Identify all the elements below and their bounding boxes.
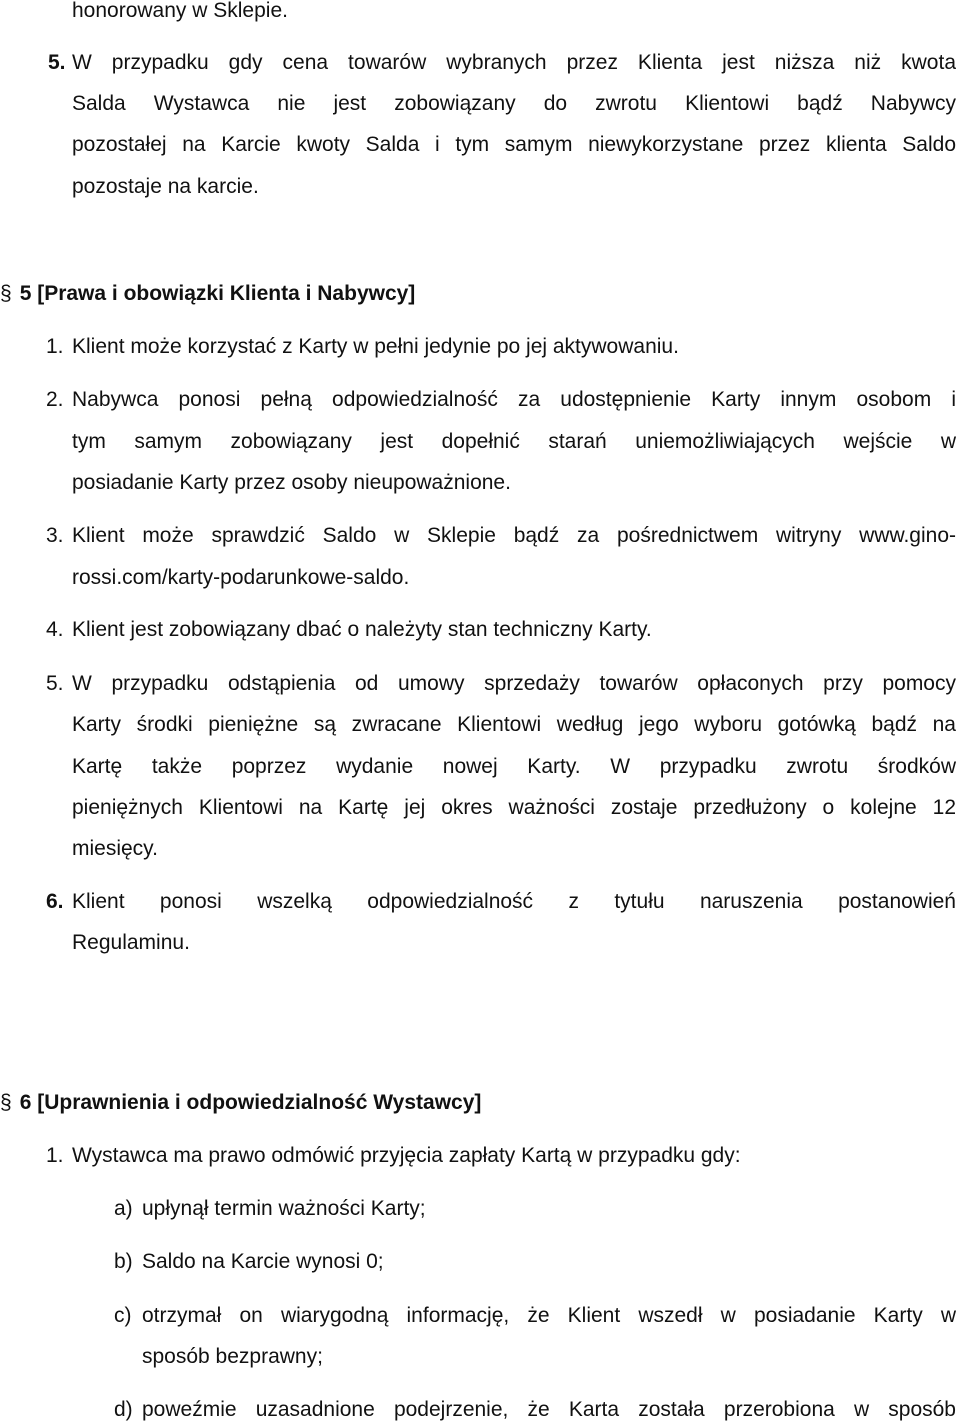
list-item-line: Klient ponosi wszelką odpowiedzialność z tytułu naruszenia postanowień [72, 890, 956, 913]
list-item-line: W przypadku odstąpienia od umowy sprzedaży towarów opłaconych przy pomocy [72, 672, 956, 695]
sub-list-item-line: otrzymał on wiarygodną informację, że Klient wszedł w posiadanie Karty w [142, 1304, 956, 1327]
list-number: 3. [46, 524, 64, 547]
list-number: 1. [46, 335, 64, 358]
list-item-line: pieniężnych Klientowi na Kartę jej okres ważności zostaje przedłużony o kolejne 12 [72, 796, 956, 819]
list-item-line: Kartę także poprzez wydanie nowej Karty. W przypadku zwrotu środków [72, 755, 956, 778]
section-heading [0, 1090, 481, 1116]
sub-list-letter: a) [114, 1197, 133, 1220]
list-item-line: Karty środki pieniężne są zwracane Klientowi według jego wyboru gotówką bądź na [72, 713, 956, 736]
list-item-line: tym samym zobowiązany jest dopełnić starań uniemożliwiających wejście w [72, 430, 956, 453]
sub-list-letter: b) [114, 1250, 133, 1273]
list-number: 5. [46, 672, 64, 695]
list-item-line: Wystawca ma prawo odmówić przyjęcia zapłaty Kartą w przypadku gdy: [72, 1144, 741, 1167]
list-item-line: rossi.com/karty-podarunkowe-saldo. [72, 566, 410, 589]
list-item-line: Salda Wystawca nie jest zobowiązany do zwrotu Klientowi bądź Nabywcy [72, 92, 956, 115]
list-item-line: Regulaminu. [72, 931, 190, 954]
sub-list-item-line: poweźmie uzasadnione podejrzenie, że Karta została przerobiona w sposób [142, 1398, 956, 1421]
sub-list-item-line: Saldo na Karcie wynosi 0; [142, 1250, 384, 1273]
list-number: 6. [46, 890, 64, 913]
sub-list-letter: d) [114, 1398, 133, 1421]
section-title: 5 [Prawa i obowiązki Klienta i Nabywcy] [19, 282, 416, 305]
paragraph-fragment: honorowany w Sklepie. [72, 0, 288, 22]
list-item-line: pozostaje na karcie. [72, 175, 259, 198]
section-heading [0, 281, 415, 307]
list-item-line: posiadanie Karty przez osoby nieupoważnione. [72, 471, 511, 494]
list-item-line: Klient jest zobowiązany dbać o należyty stan techniczny Karty. [72, 618, 652, 641]
sub-list-item-line: sposób bezprawny; [142, 1345, 323, 1368]
list-number: 4. [46, 618, 64, 641]
list-item-line: pozostałej na Karcie kwoty Salda i tym samym niewykorzystane przez klienta Saldo [72, 133, 956, 156]
sub-list-letter: c) [114, 1304, 132, 1327]
section-symbol: § [0, 1091, 12, 1114]
list-item-line: miesięcy. [72, 837, 158, 860]
section-title: 6 [Uprawnienia i odpowiedzialność Wystawcy] [19, 1091, 482, 1114]
list-item-line: Klient może korzystać z Karty w pełni jedynie po jej aktywowaniu. [72, 335, 679, 358]
list-item-line: W przypadku gdy cena towarów wybranych przez Klienta jest niższa niż kwota [72, 51, 956, 74]
list-number: 5. [48, 51, 66, 74]
sub-list-item-line: upłynął termin ważności Karty; [142, 1197, 426, 1220]
section-symbol: § [0, 282, 12, 305]
list-item-line: Nabywca ponosi pełną odpowiedzialność za udostępnienie Karty innym osobom i [72, 388, 956, 411]
list-item-line: Klient może sprawdzić Saldo w Sklepie bądź za pośrednictwem witryny www.gino- [72, 524, 956, 547]
list-number: 2. [46, 388, 64, 411]
list-number: 1. [46, 1144, 64, 1167]
